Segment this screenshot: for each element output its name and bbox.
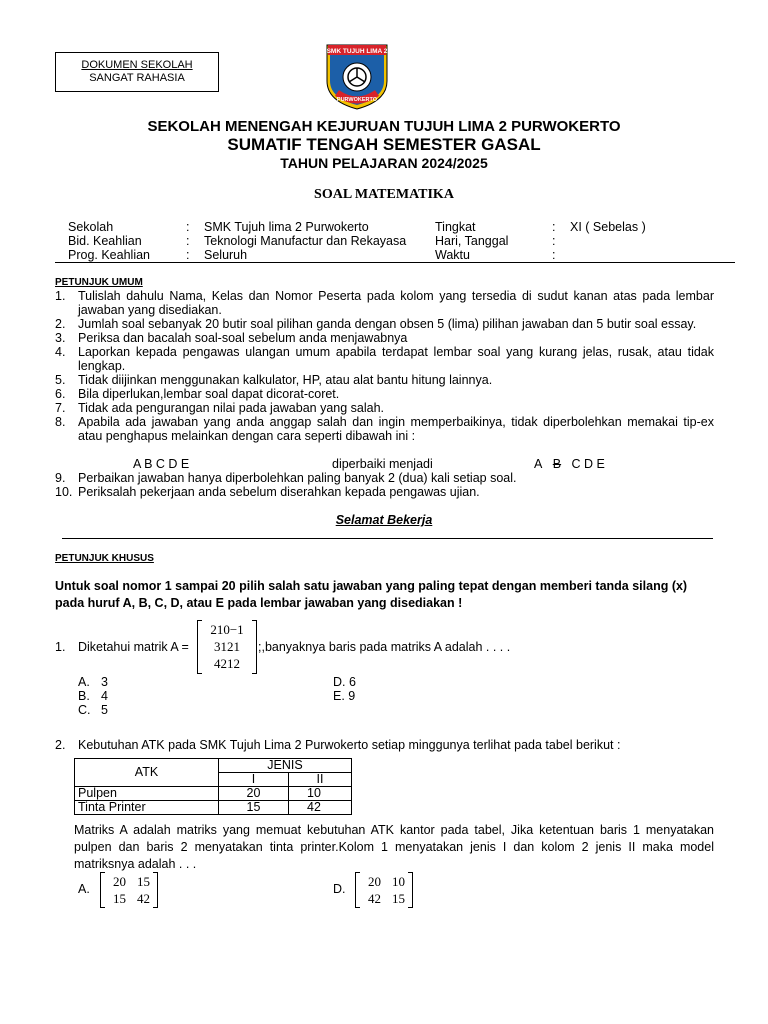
special-title: PETUNJUK KHUSUS: [55, 553, 154, 564]
atk-table: [74, 758, 352, 815]
matrix-row: 3121: [214, 639, 240, 654]
divider: [55, 262, 735, 263]
info-label: Sekolah: [68, 220, 114, 234]
example-middle: diperbaiki menjadi: [332, 457, 433, 471]
info-value: Seluruh: [204, 248, 248, 262]
closing-text: Selamat Bekerja: [335, 513, 433, 527]
list-item: 2. Jumlah soal sebanyak 20 butir soal pilihan ganda dengan obsen 5 (lima) pilihan jawaban dan 5 butir soal essay.: [55, 317, 697, 331]
list-item: 3. Periksa dan bacalah soal-soal sebelum anda menjawabnya: [55, 331, 408, 345]
table-header-col1: I: [219, 773, 289, 787]
table-header-col2: II: [289, 773, 352, 787]
subject-title: SOAL MATEMATIKA: [314, 187, 454, 202]
info-left-values: [204, 220, 406, 262]
q2-option-d-matrix: 20 10 42 15: [355, 872, 413, 908]
q1-suffix: ;,banyaknya baris pada matriks A adalah . . . .: [258, 640, 511, 654]
colon: :: [552, 248, 556, 262]
q2-paragraph: Matriks A adalah matriks yang memuat kebutuhan ATK kantor pada tabel, Jika ketentuan baris 1 menyatakan pulpen dan baris 2 menyatakan tinta printer.Kolom 1 menyatakan jenis I dan kolom 2 jenis II maka model matriksnya adalah . . .: [74, 823, 714, 871]
info-label: Prog. Keahlian: [68, 248, 151, 262]
info-value: XI ( Sebelas ): [570, 220, 646, 234]
example-a: A: [534, 457, 543, 471]
q2-option-a-matrix: 20 15 15 42: [100, 872, 158, 908]
colon: :: [552, 220, 556, 234]
doc-box-line1: DOKUMEN SEKOLAH: [81, 59, 193, 71]
svg-text:PURWOKERTO: PURWOKERTO: [336, 97, 378, 103]
q1-prefix: Diketahui matrik A =: [78, 640, 189, 654]
example-letters-before: A B C D E: [133, 457, 190, 471]
list-item: 4. Laporkan kepada pengawas ulangan umum apabila terdapat lembar soal yang kurang jelas, rusak, atau tidak lengkap.: [55, 345, 714, 373]
list-item: 6. Bila diperlukan,lembar soal dapat dicorat-coret.: [55, 387, 340, 401]
matrix-row: 4212: [214, 656, 240, 671]
q2-option-a-label: A.: [78, 882, 90, 896]
school-logo: [323, 41, 391, 111]
academic-year: TAHUN PELAJARAN 2024/2025: [280, 155, 488, 171]
q1-matrix: [197, 620, 257, 674]
option: C. 5: [78, 703, 108, 717]
example-rest: C D E: [571, 457, 605, 471]
table-row: Tinta Printer 15 42: [75, 801, 352, 815]
svg-text:SMK TUJUH LIMA 2: SMK TUJUH LIMA 2: [326, 48, 388, 55]
colon: :: [552, 234, 556, 248]
info-label: Tingkat: [435, 220, 476, 234]
colon: :: [186, 220, 190, 234]
info-label: Hari, Tanggal: [435, 234, 509, 248]
example-b-crossed: B: [552, 457, 562, 471]
general-title: PETUNJUK UMUM: [55, 277, 143, 288]
q2-number: 2.: [55, 738, 66, 752]
list-item: 8. Apabila ada jawaban yang anda anggap salah dan ingin memperbaikinya, tidak diperbolehkan memakai tip-ex atau penghapus melainkan dengan cara seperti dibawah ini :: [55, 415, 714, 443]
info-right-labels: [435, 220, 508, 262]
option: E. 9: [333, 689, 356, 703]
table-row: Pulpen 20 10: [75, 787, 352, 801]
info-value: Teknologi Manufactur dan Rekayasa: [204, 234, 407, 248]
info-label: Bid. Keahlian: [68, 234, 142, 248]
list-item: 5. Tidak diijinkan menggunakan kalkulator, HP, atau alat bantu hitung lainnya.: [55, 373, 493, 387]
info-value: SMK Tujuh lima 2 Purwokerto: [204, 220, 369, 234]
table-header-jenis: JENIS: [219, 759, 352, 773]
special-instruction: Untuk soal nomor 1 sampai 20 pilih salah satu jawaban yang paling tepat dengan memberi tanda silang (x) pada huruf A, B, C, D, atau E pada lembar jawaban yang disediakan !: [55, 579, 688, 610]
option: A. 3: [78, 675, 108, 689]
list-item: 1. Tulislah dahulu Nama, Kelas dan Nomor Peserta pada kolom yang tersedia di sudut kanan atas pada lembar jawaban yang disediakan.: [55, 289, 714, 317]
info-right-values: [570, 220, 646, 234]
q2-option-d-label: D.: [333, 882, 346, 896]
colon: :: [186, 234, 190, 248]
info-left-labels: [68, 220, 150, 262]
info-right-colons: [552, 220, 555, 262]
matrix-row: 210−1: [210, 622, 244, 637]
list-item: 7. Tidak ada pengurangan nilai pada jawaban yang salah.: [55, 401, 385, 415]
q1-number: 1.: [55, 640, 66, 654]
confidential-box: [55, 52, 219, 92]
example-letters-after: [534, 457, 605, 471]
divider: [62, 538, 713, 539]
general-rules: [55, 289, 714, 443]
info-label: Waktu: [435, 248, 470, 262]
option: D. 6: [333, 675, 356, 689]
list-item: 10. Periksalah pekerjaan anda sebelum diserahkan kepada pengawas ujian.: [55, 485, 480, 499]
doc-box-line2: SANGAT RAHASIA: [89, 72, 185, 84]
option: B. 4: [78, 689, 108, 703]
info-left-colons: [186, 220, 189, 262]
table-header-atk: ATK: [75, 759, 219, 787]
list-item: 9. Perbaikan jawaban hanya diperbolehkan paling banyak 2 (dua) kali setiap soal.: [55, 471, 517, 485]
q2-text: Kebutuhan ATK pada SMK Tujuh Lima 2 Purwokerto setiap minggunya terlihat pada tabel berikut :: [78, 738, 621, 752]
exam-name: SUMATIF TENGAH SEMESTER GASAL: [227, 135, 541, 154]
school-name: SEKOLAH MENENGAH KEJURUAN TUJUH LIMA 2 PURWOKERTO: [147, 118, 621, 135]
colon: :: [186, 248, 190, 262]
